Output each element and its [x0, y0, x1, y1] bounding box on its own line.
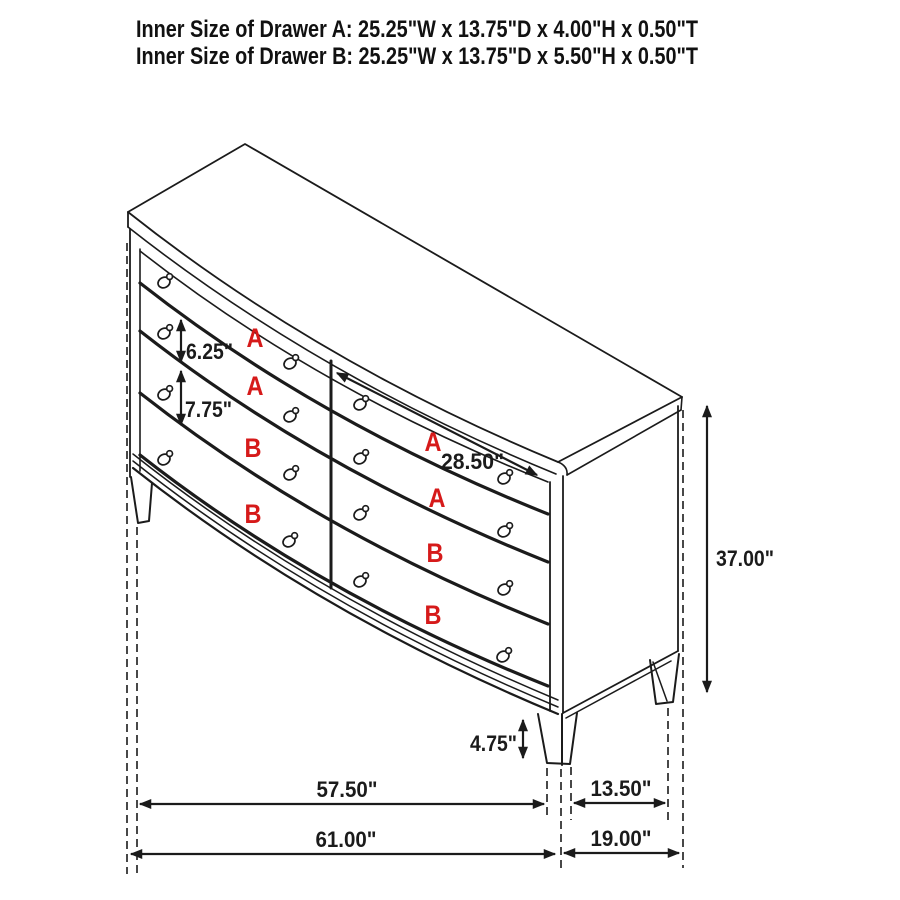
- drawer-knob-icon: [156, 386, 172, 402]
- side-panel: [563, 406, 678, 718]
- drawer-label-left-4: B: [244, 499, 262, 529]
- drawer-label-right-2: A: [428, 483, 446, 513]
- drawer-label-right-1: A: [424, 427, 442, 457]
- drawer-knob-icon: [156, 451, 172, 467]
- front-left-leg: [131, 477, 152, 523]
- top-panel: [128, 144, 682, 475]
- drawer-knob-icon: [282, 466, 298, 482]
- dim-line-section-width: [337, 373, 537, 475]
- drawer-knob-icon: [282, 408, 298, 424]
- drawer-label-left-3: B: [244, 433, 262, 463]
- drawer-label-left-2: A: [246, 371, 264, 401]
- drawer-label-right-4: B: [424, 600, 442, 630]
- dim-label-leg-height: 4.75": [470, 731, 517, 756]
- title-line-a: Inner Size of Drawer A: 25.25"W x 13.75"D x 4.00"H x 0.50"T: [136, 16, 699, 43]
- drawer-knob-icon: [282, 355, 298, 371]
- dresser-outline: [128, 144, 682, 765]
- drawer-knob-icon: [352, 450, 368, 466]
- drawer-knob-icon: [495, 648, 511, 664]
- dim-label-overall-depth: 19.00": [590, 826, 652, 851]
- drawer-knob-icon: [352, 396, 368, 412]
- drawer-knob-icon: [496, 581, 512, 597]
- dim-label-depth-between-legs: 13.50": [590, 776, 652, 801]
- title-line-b: Inner Size of Drawer B: 25.25"W x 13.75"D x 5.50"H x 0.50"T: [136, 43, 699, 70]
- back-right-leg: [650, 654, 679, 704]
- dim-label-width-between-legs: 57.50": [316, 777, 378, 802]
- drawer-knob-icon: [156, 274, 172, 290]
- drawer-knob-icon: [281, 533, 297, 549]
- dim-label-drawer-a-height: 6.25": [186, 339, 233, 364]
- drawer-knob-icon: [156, 325, 172, 341]
- drawer-knob-icon: [352, 573, 368, 589]
- dim-label-section-width: 28.50": [441, 449, 504, 474]
- dim-label-drawer-b-height: 7.75": [185, 397, 232, 422]
- drawer-knob-icon: [352, 506, 368, 522]
- front-right-leg: [538, 713, 577, 764]
- dim-label-overall-height: 37.00": [716, 546, 774, 571]
- drawer-label-left-1: A: [246, 323, 264, 353]
- dim-label-overall-width: 61.00": [315, 827, 377, 852]
- drawer-knob-icon: [496, 523, 512, 539]
- drawer-label-right-3: B: [426, 538, 444, 568]
